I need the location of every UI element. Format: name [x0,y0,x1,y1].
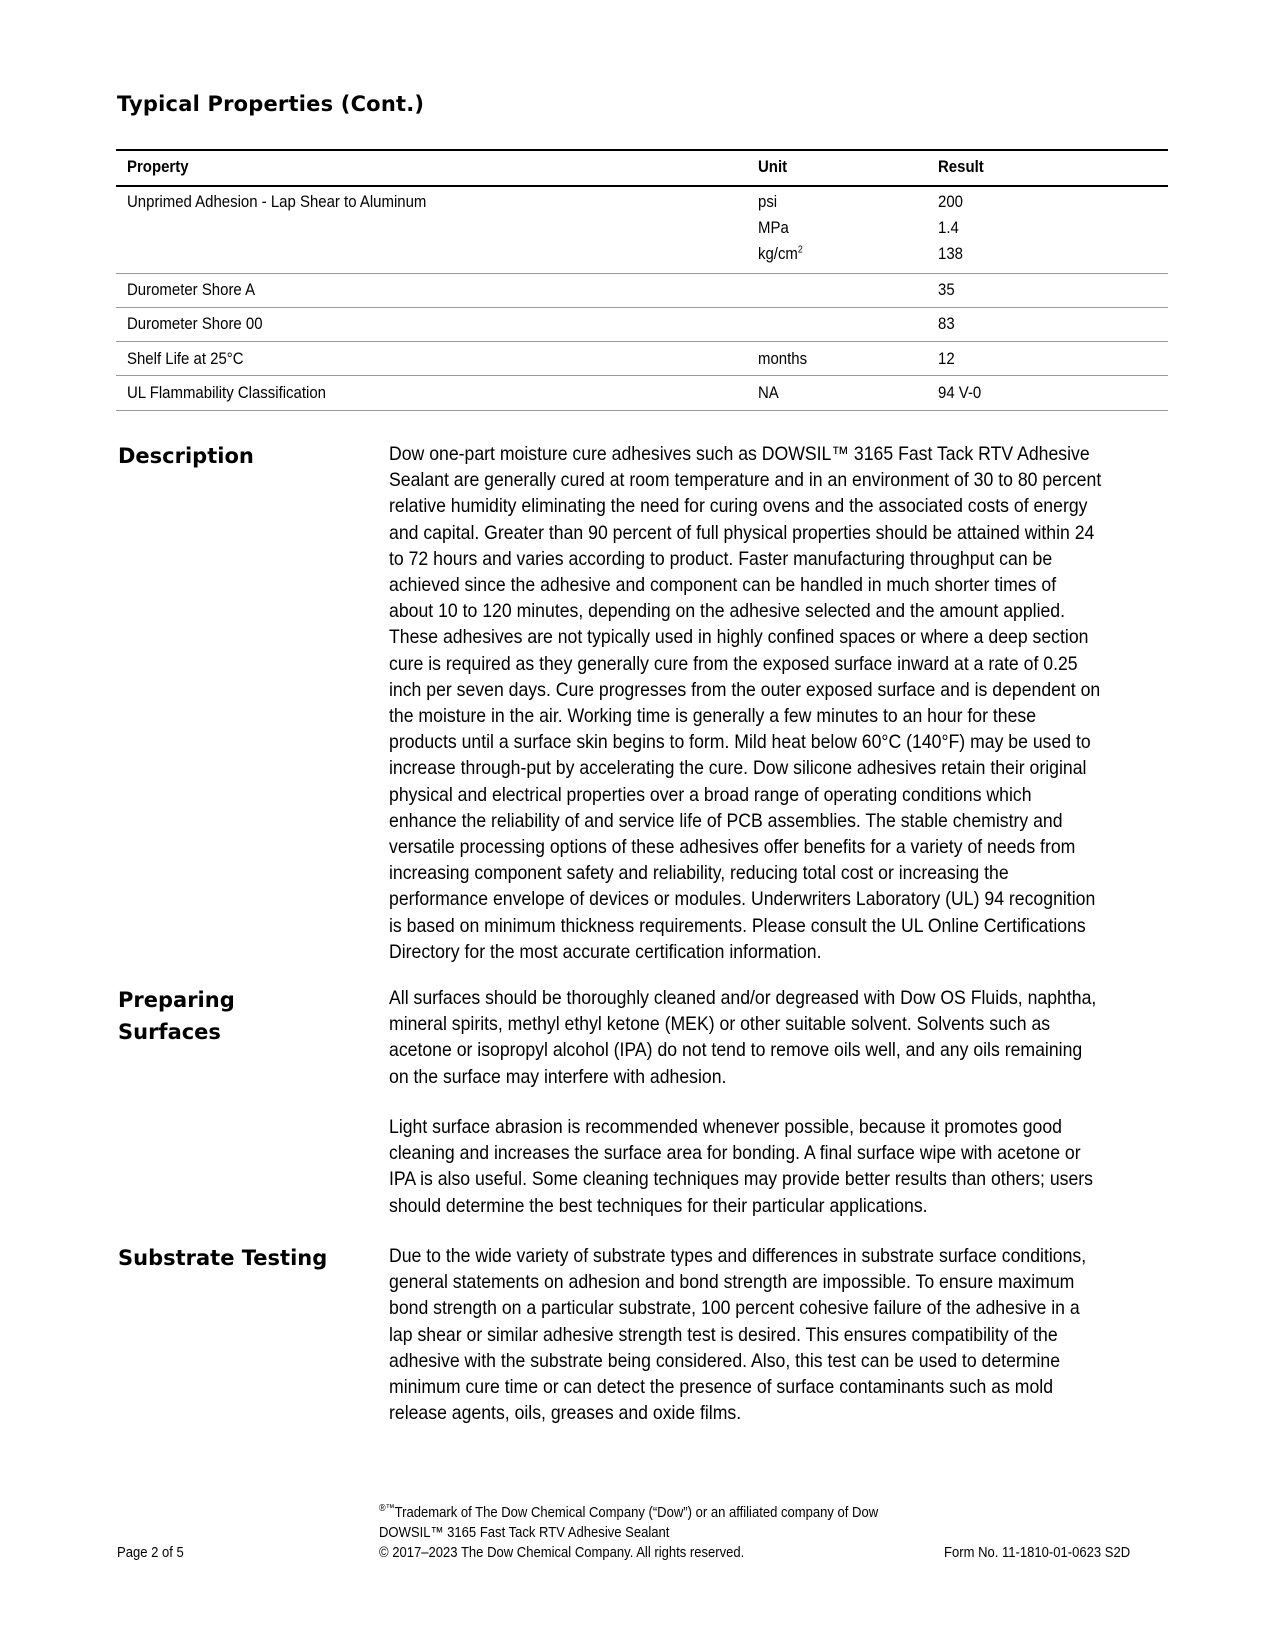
row-divider [116,273,1168,274]
table-header-rule [116,185,1168,187]
footer-page-number: Page 2 of 5 [117,1545,184,1561]
table-header-result: Result [938,157,984,176]
heading-line: Preparing [118,988,235,1012]
row-result: 83 [938,314,955,333]
row-result: 1.4 [938,218,959,237]
table-header-unit: Unit [758,157,788,176]
row-result: 12 [938,349,955,368]
row-property: Shelf Life at 25°C [127,349,244,368]
row-divider [116,375,1168,376]
row-unit: psi [758,192,778,211]
substrate-paragraph: Due to the wide variety of substrate types and differences in substrate surface conditions, general statements on adhesion and bond strength are impossible. To ensure maximum bond strength on a particular substrate, 100 percent cohesive failure of the adhesive in a lap shear or similar adhesive strength test is desired. This ensures compatibility of the adhesive with the substrate being considered. Also, this test can be used to determine minimum cure time or can detect the presence of surface contaminants such as mold release agents, oils, greases and oxide films. [389,1245,1087,1425]
section-heading-substrate-testing: Substrate Testing [118,1246,328,1270]
row-unit [758,244,803,264]
unit-text: kg/cm [758,244,798,263]
row-unit: months [758,349,808,368]
description-paragraph: Dow one-part moisture cure adhesives such as DOWSIL™ 3165 Fast Tack RTV Adhesive Sealant are generally cured at room temperature and in an environment of 30 to 80 percent relative humidity eliminating the need for curing ovens and the associated costs of energy and capital. Greater than 90 percent of full physical properties should be attained within 24 to 72 hours and varies according to product. Faster manufacturing throughput can be achieved since the adhesive and component can be handled in much shorter times of about 10 to 120 minutes, depending on the adhesive selected and the amount applied. These adhesives are not typically used in highly confined spaces or where a deep section cure is required as they generally cure from the exposed surface inward at a rate of 0.25 inch per seven days. Cure progresses from the outer exposed surface and is dependent on the moisture in the air. Working time is generally a few minutes to an hour for these products until a surface skin begins to form. Mild heat below 60°C (140°F) may be used to increase through-put by accelerating the cure. Dow silicone adhesives retain their original physical and electrical properties over a broad range of operating conditions which enhance the reliability of and service life of PCB assemblies. The stable chemistry and versatile processing options of these adhesives offer benefits for a variety of needs from increasing component safety and reliability, reducing total cost or increasing the performance envelope of devices or modules. Underwriters Laboratory (UL) 94 recognition is based on minimum thickness requirements. Please consult the UL Online Certifications Directory for the most accurate certification information. [389,443,1102,963]
preparing-paragraph-1: All surfaces should be thoroughly cleaned and/or degreased with Dow OS Fluids, naphtha, mineral spirits, methyl ethyl ketone (MEK) or other suitable solvent. Solvents such as acetone or isopropyl alcohol (IPA) do not tend to remove oils well, and any oils remaining on the surface may interfere with adhesion. [389,987,1097,1088]
section-heading-typical-properties: Typical Properties (Cont.) [117,92,425,116]
footer-copyright: © 2017–2023 The Dow Chemical Company. All rights reserved. [379,1545,745,1561]
row-unit: MPa [758,218,789,237]
heading-line: Surfaces [118,1020,221,1044]
section-heading-description: Description [118,444,254,468]
row-divider [116,341,1168,342]
row-result: 94 V-0 [938,383,982,402]
trademark-text: Trademark of The Dow Chemical Company (“Dow”) or an affiliated company of Dow [394,1505,879,1521]
footer-trademark [379,1503,878,1523]
footer-product: DOWSIL™ 3165 Fast Tack RTV Adhesive Sealant [379,1525,670,1541]
preparing-paragraph-2: Light surface abrasion is recommended whenever possible, because it promotes good cleaning and increases the surface area for bonding. A final surface wipe with acetone or IPA is also useful. Some cleaning techniques may provide better results than others; users should determine the best techniques for their particular applications. [389,1116,1093,1217]
row-property: Durometer Shore 00 [127,314,263,333]
row-unit: NA [758,383,779,402]
row-property: Unprimed Adhesion - Lap Shear to Aluminum [127,192,427,211]
row-property: Durometer Shore A [127,280,256,299]
row-divider [116,307,1168,308]
footer-form-number: Form No. 11-1810-01-0623 S2D [944,1545,1131,1561]
row-result: 200 [938,192,963,211]
section-heading-preparing-surfaces [118,984,235,1048]
row-result: 138 [938,244,963,263]
trademark-symbol: ®™ [379,1503,395,1515]
row-divider [116,410,1168,411]
row-property: UL Flammability Classification [127,383,326,402]
unit-superscript: 2 [797,244,803,256]
row-result: 35 [938,280,955,299]
table-top-rule [116,149,1168,151]
table-header-property: Property [127,157,189,176]
